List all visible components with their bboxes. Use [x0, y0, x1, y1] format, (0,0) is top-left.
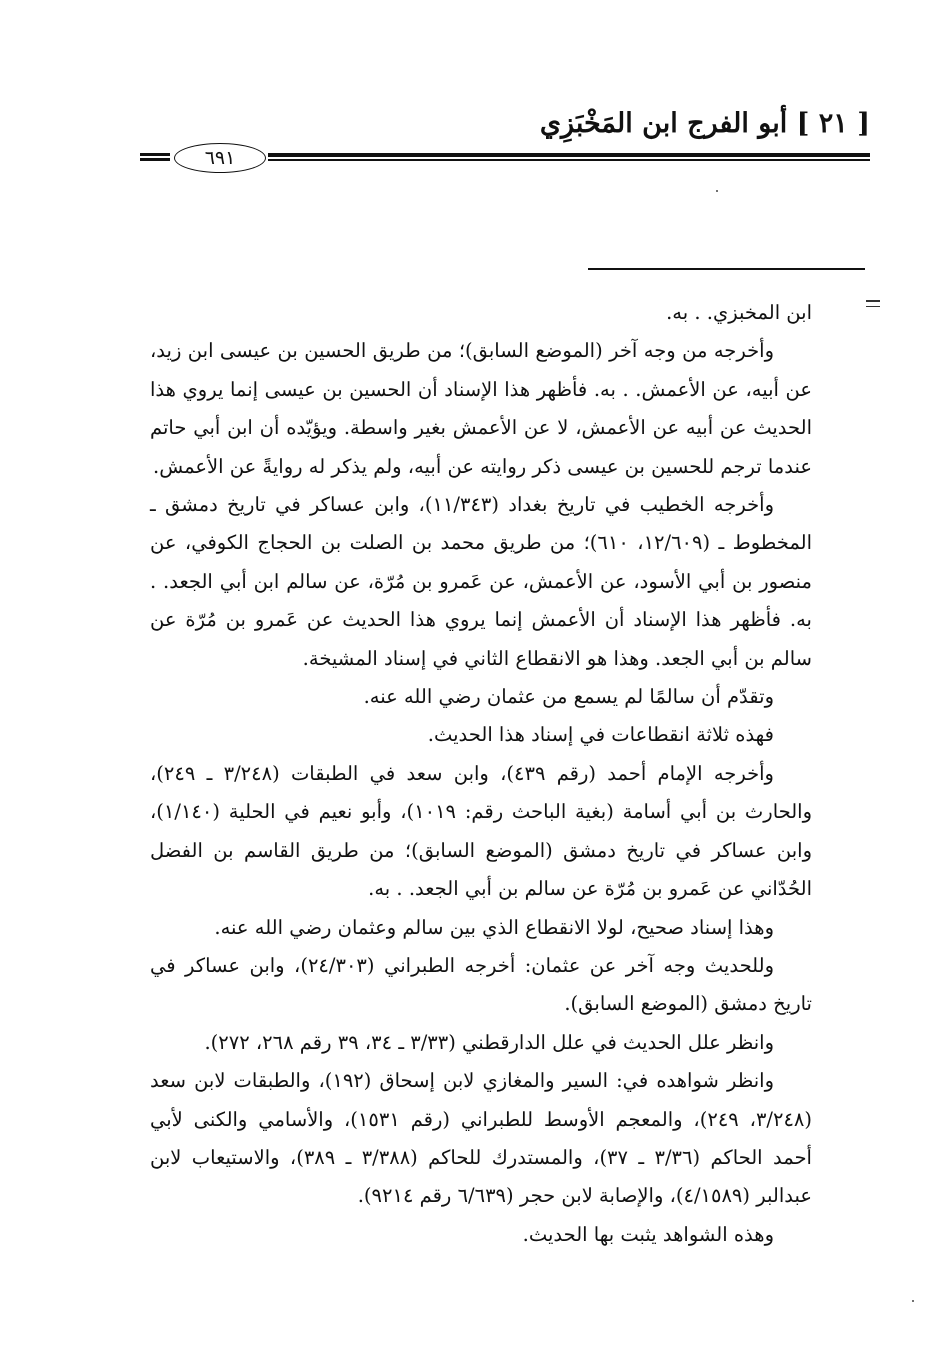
chapter-title: [ ٢١ ] أبو الفرج ابن المَخْبَزِي [539, 108, 870, 139]
footnote-paragraph: وأخرجه الإمام أحمد (رقم ٤٣٩)، وابن سعد في الطبقات (٣/٢٤٨ ـ ٢٤٩)، والحارث بن أبي أسامة (بغية الباحث رقم: ١٠١٩)، وأبو نعيم في الحلية (١/١٤٠)، وابن عساكر في تاريخ دمشق (الموضع السابق)؛ من طريق القاسم بن الفضل الحُدّاني عن عَمرو بن مُرّة عن سالم بن أبي الجعد. . به. [150, 761, 813, 901]
scan-speck [716, 190, 718, 192]
footnote-paragraph: وأخرجه من وجه آخر (الموضع السابق)؛ من طريق الحسين بن عيسى ابن زيد، عن أبيه، عن الأعمش. . به. فأظهر هذا الإسناد أن الحسين بن عيسى إنما يروي هذا الحديث عن أبيه عن الأعمش، لا عن الأعمش بغير واسطة. ويؤيّده أن ابن أبي حاتم عندما ترجم للحسين بن عيسى ذكر روايته عن أبيه، ولم يذكر له روايةً عن الأعمش. [150, 339, 812, 478]
footnote-body [150, 294, 812, 1254]
footnote-paragraph: وأخرجه الخطيب في تاريخ بغداد (١١/٣٤٣)، وابن عساكر في تاريخ دمشق ـ المخطوط ـ (١٢/٦٠٩، ٦١٠)؛ من طريق محمد بن الصلت بن الحجاج الكوفي، عن منصور بن أبي الأسود، عن الأعمش، عن عَمرو بن مُرّة، عن سالم ابن أبي الجعد. . به. فأظهر هذا الإسناد أن الأعمش إنما يروي هذا الحديث عن عَمرو بن مُرّة عن سالم بن أبي الجعد. وهذا هو الانقطاع الثاني في إسناد المشيخة. [150, 493, 812, 670]
footnote-paragraph: وانظر شواهده في: السير والمغازي لابن إسحاق (١٩٢)، والطبقات لابن سعد (٣/٢٤٨، ٢٤٩)، والمعجم الأوسط للطبراني (رقم ١٥٣١)، والأسامي والكنى لأبي أحمد الحاكم (٣/٣٦ ـ ٣٧)، والمستدرك للحاكم (٣/٣٨٨ ـ ٣٨٩)، والاستيعاب لابن عبدالبر (٤/١٥٨٩)، والإصابة لابن حجر (٦/٦٣٩ رقم ٩٢١٤). [150, 1069, 813, 1208]
page-header [140, 108, 870, 178]
footnote-separator [588, 268, 865, 270]
footnote-paragraph: ابن المخبزي. . به. [666, 301, 812, 324]
page-number: ٦٩١ [174, 143, 266, 173]
footnote-continuation-mark [866, 300, 880, 310]
footnote-paragraph: وهذا إسناد صحيح، لولا الانقطاع الذي بين سالم وعثمان رضي الله عنه. [214, 915, 774, 939]
header-rule-short [140, 158, 170, 161]
header-rule-thin [268, 159, 870, 161]
header-rule [140, 146, 870, 168]
header-rule-thick [268, 153, 870, 157]
footnote-paragraph: وهذه الشواهد يثبت بها الحديث. [522, 1222, 774, 1246]
footnote-paragraph: فهذه ثلاثة انقطاعات في إسناد هذا الحديث. [427, 723, 774, 747]
footnote-paragraph: وانظر علل الحديث في علل الدارقطني (٣/٣٣ ـ ٣٤، ٣٩ رقم ٢٦٨، ٢٧٢). [204, 1030, 774, 1054]
footnote-paragraph: وتقدّم أن سالمًا لم يسمع من عثمان رضي الله عنه. [363, 685, 774, 709]
footnote-paragraph: وللحديث وجه آخر عن عثمان: أخرجه الطبراني (٢٤/٣٠٣)، وابن عساكر في تاريخ دمشق (الموضع السابق). [150, 953, 812, 1016]
scan-speck [912, 1300, 914, 1302]
header-rule-short [140, 153, 170, 156]
